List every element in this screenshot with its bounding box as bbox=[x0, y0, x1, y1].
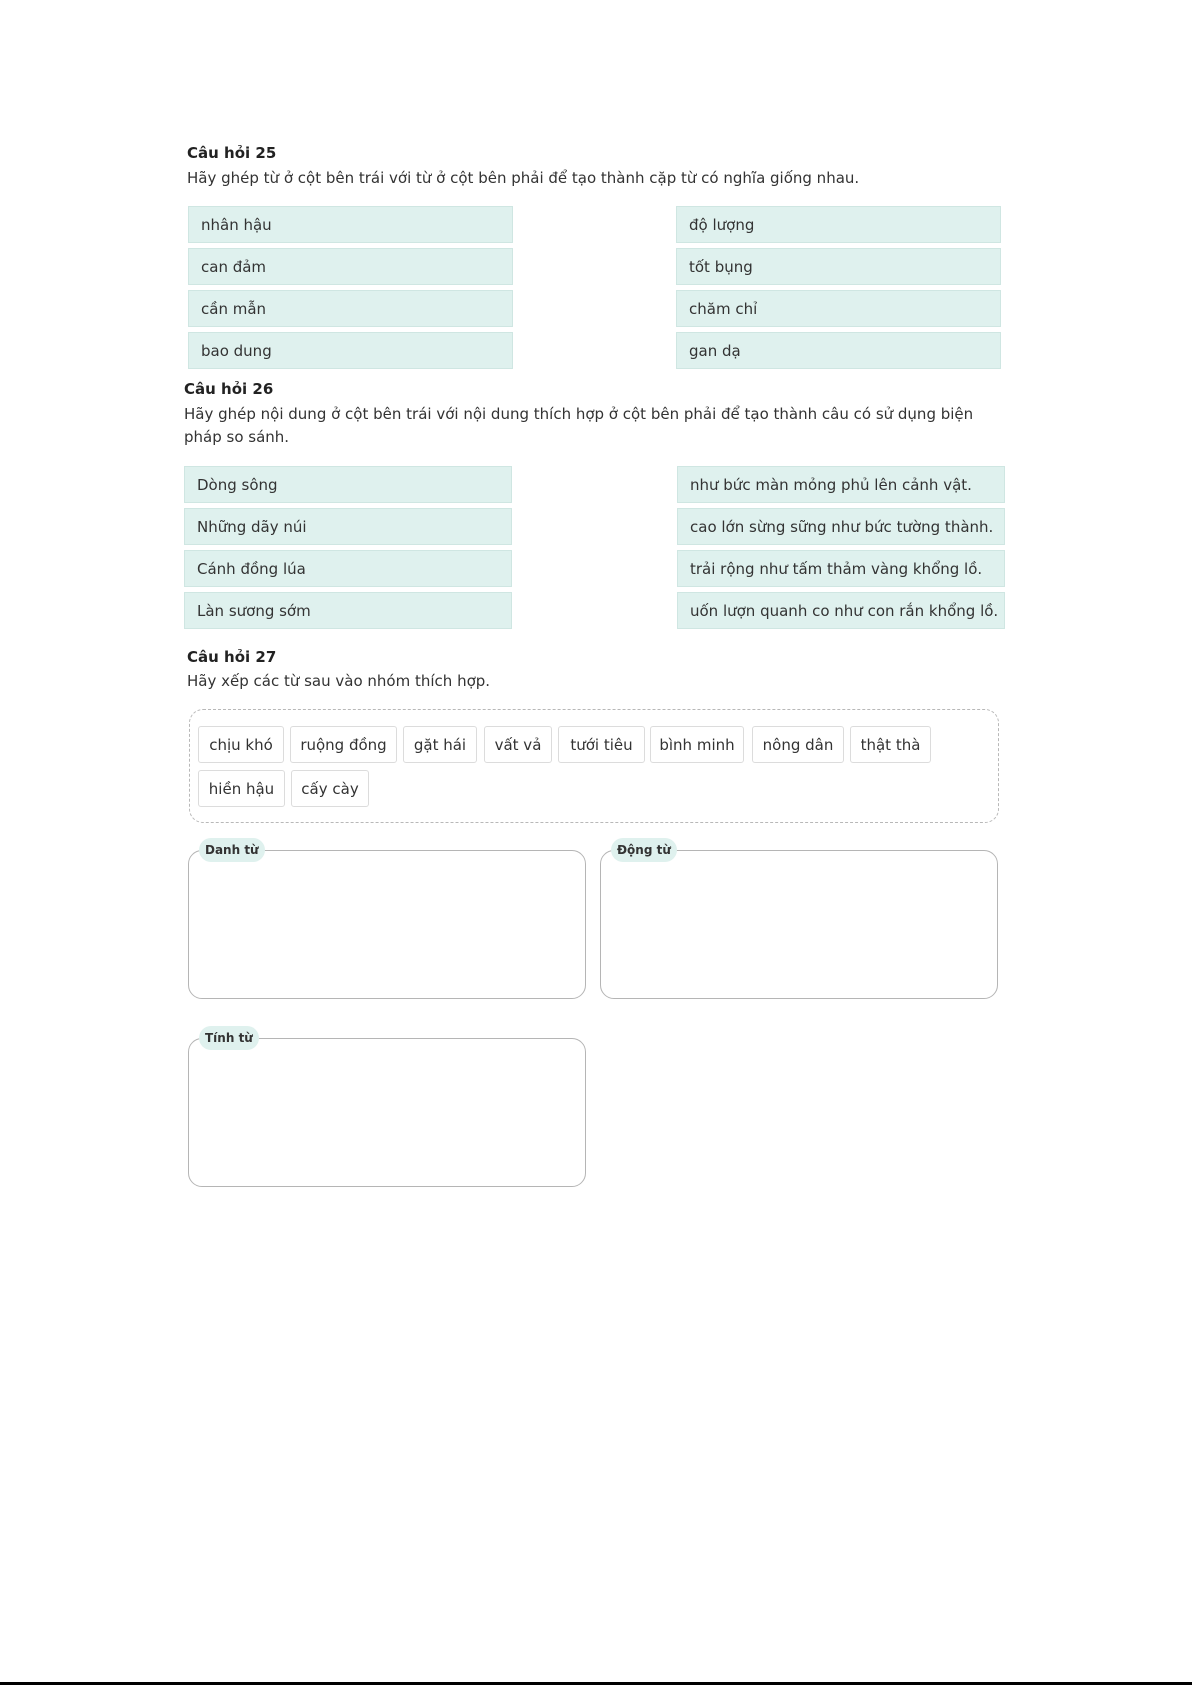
q25-right-item[interactable]: tốt bụng bbox=[676, 248, 1001, 285]
q26-right-item[interactable]: uốn lượn quanh co như con rắn khổng lồ. bbox=[677, 592, 1005, 629]
group-label: Tính từ bbox=[199, 1026, 259, 1050]
q25-left-item[interactable]: bao dung bbox=[188, 332, 513, 369]
word-chip[interactable]: vất vả bbox=[484, 726, 552, 763]
q26-right-item[interactable]: trải rộng như tấm thảm vàng khổng lồ. bbox=[677, 550, 1005, 587]
q26-left-item[interactable]: Những dãy núi bbox=[184, 508, 512, 545]
q25-left-item[interactable]: nhân hậu bbox=[188, 206, 513, 243]
q26-title: Câu hỏi 26 bbox=[184, 380, 274, 398]
group-dong-tu[interactable] bbox=[600, 843, 998, 999]
word-chip[interactable]: tưới tiêu bbox=[558, 726, 645, 763]
q27-prompt: Hãy xếp các từ sau vào nhóm thích hợp. bbox=[187, 672, 491, 690]
word-chip[interactable]: cấy cày bbox=[291, 770, 369, 807]
q25-left-item[interactable]: can đảm bbox=[188, 248, 513, 285]
q26-left-item[interactable]: Cánh đồng lúa bbox=[184, 550, 512, 587]
group-danh-tu[interactable] bbox=[188, 843, 586, 999]
word-chip[interactable]: chịu khó bbox=[198, 726, 284, 763]
q26-left-item[interactable]: Dòng sông bbox=[184, 466, 512, 503]
q25-right-item[interactable]: gan dạ bbox=[676, 332, 1001, 369]
word-chip[interactable]: thật thà bbox=[850, 726, 931, 763]
q25-left-item[interactable]: cần mẫn bbox=[188, 290, 513, 327]
word-chip[interactable]: nông dân bbox=[752, 726, 844, 763]
word-chip[interactable]: ruộng đồng bbox=[290, 726, 397, 763]
q25-right-item[interactable]: độ lượng bbox=[676, 206, 1001, 243]
group-label: Động từ bbox=[611, 838, 677, 862]
q25-title: Câu hỏi 25 bbox=[187, 144, 277, 162]
q26-prompt: Hãy ghép nội dung ở cột bên trái với nội dung thích hợp ở cột bên phải để tạo thành câu có sử dụng biện pháp so sánh. bbox=[184, 405, 974, 446]
group-label: Danh từ bbox=[199, 838, 265, 862]
word-chip[interactable]: gặt hái bbox=[403, 726, 477, 763]
q25-prompt: Hãy ghép từ ở cột bên trái với từ ở cột bên phải để tạo thành cặp từ có nghĩa giống nhau. bbox=[187, 169, 860, 187]
q27-title: Câu hỏi 27 bbox=[187, 648, 277, 666]
word-chip[interactable]: bình minh bbox=[650, 726, 744, 763]
word-chip[interactable]: hiền hậu bbox=[198, 770, 285, 807]
group-tinh-tu[interactable] bbox=[188, 1031, 586, 1187]
q26-left-item[interactable]: Làn sương sớm bbox=[184, 592, 512, 629]
q25-right-item[interactable]: chăm chỉ bbox=[676, 290, 1001, 327]
q26-right-item[interactable]: cao lớn sừng sững như bức tường thành. bbox=[677, 508, 1005, 545]
q26-right-item[interactable]: như bức màn mỏng phủ lên cảnh vật. bbox=[677, 466, 1005, 503]
